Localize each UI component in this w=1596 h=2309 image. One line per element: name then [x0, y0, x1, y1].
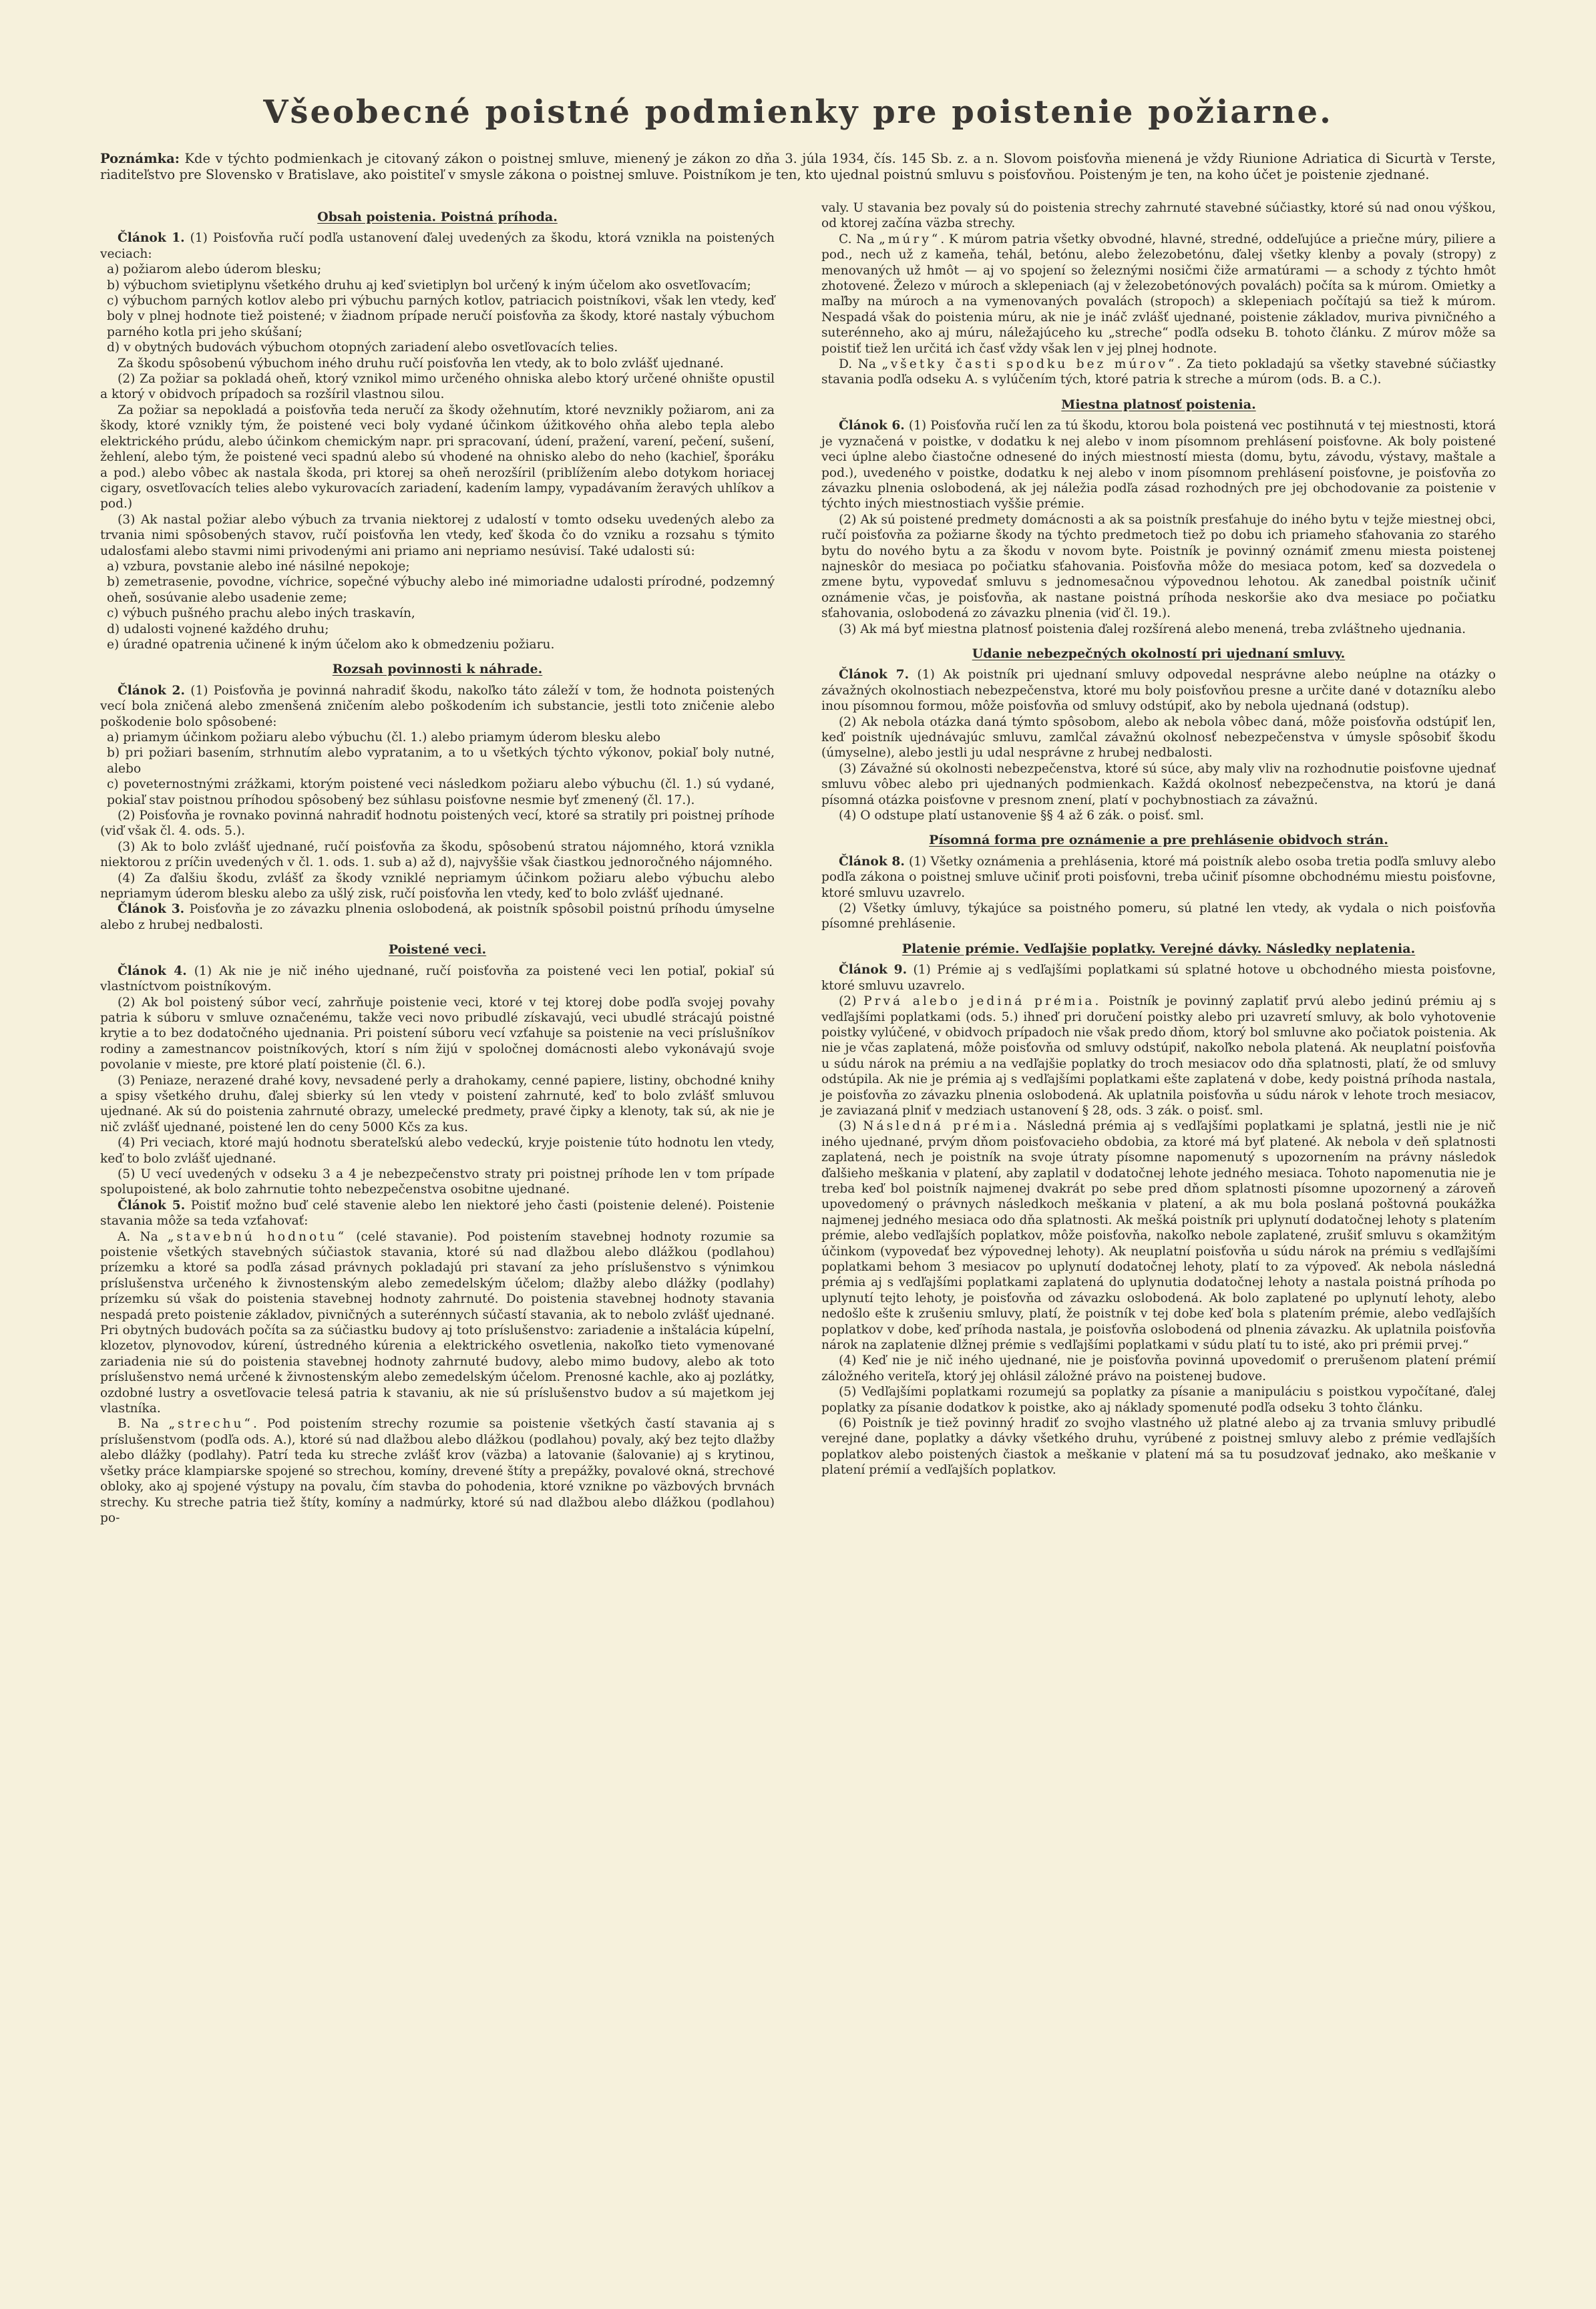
- article-2-para-4: (4) Za ďalšiu škodu, zvlášť za škody vzniklé nepriamym účinkom požiaru alebo výbuchu alebo nepriamym úderom blesku alebo za ušlý zisk, ručí poisťovňa len vtedy, keď to bolo zvlášť ujednané.: [100, 871, 775, 901]
- preliminary-note: [100, 151, 1496, 183]
- article-9-para-5: (5) Vedľajšími poplatkami rozumejú sa poplatky za písanie a manipuláciu s poistkou vypočítané, ďalej poplatky za písanie dodatkov k poistke, ako aj náklady spomenuté podľa odseku 3 tohto článku.: [821, 1385, 1496, 1415]
- article-4-para-5: (5) U vecí uvedených v odseku 3 a 4 je nebezpečenstvo straty pri poistnej príhode len v tom prípade spolupoistené, ak bolo zahrnutie tohto nebezpečenstva osobitne ujednané.: [100, 1167, 775, 1197]
- article-2-item-b: b) pri požiari basením, strhnutím alebo vypratanim, a to u všetkých týchto výkonov, pokiaľ boly nutné, alebo: [107, 746, 775, 776]
- article-5-para: [100, 1198, 775, 1229]
- article-6-para-2: (2) Ak sú poistené predmety domácnosti a ak sa poistník presťahuje do iného bytu v tejže miestnej obci, ručí poisťovňa za požiarne škody na týchto predmetoch tiež po dobu ich priameho sťahovania zo starého bytu do nového bytu a za škodu v novom byte. Poistník je povinný oznámiť zmenu miesta poistenej najneskôr do mesiaca po počiatku sťahovania. Poisťovňa môže do mesiaca potom, keď sa dozvedela o zmene bytu, vypovedať smluvu s jednomesačnou výpovednou lehotou. Ak zanedbal poistník učiniť oznámenie včas, je poisťovňa, ak nastane poistná príhoda neskoršie ako dva mesiace po počiatku sťahovania, oslobodená zo závazku plnenia (viď čl. 19.).: [821, 512, 1496, 621]
- article-1-para-1: [100, 230, 775, 262]
- section-heading-rozsah: Rozsah povinnosti k náhrade.: [332, 662, 543, 677]
- article-4-para-4: (4) Pri veciach, ktoré majú hodnotu sberateľskú alebo vedeckú, kryje poistenie túto hodnotu len vtedy, keď to bolo zvlášť ujednané.: [100, 1136, 775, 1166]
- article-9-3-text: Následná prémia aj s vedľajšími poplatkami je splatná, jestli nie je nič iného ujednané, prvým dňom poisťovacieho obdobia, za ktoré má byť platené. Ak nebola v deň splatnosti zaplatená, nech je poistník na svoje útraty písomne napomenutý s upozornením na právny následok ďalšieho meškania v platení, aby zaplatil v dodatočnej lehote jedného mesiaca. Tohoto napomenutia nie je treba keď bol poistník najmenej dvakrát po sebe pred dňom splatnosti písomne upozornený a zároveň upovedomený o právnych následkoch meškania v platení, a ak mu bola poslaná poštovná poukážka najmenej jedného mesiaca odo dňa splatnosti. Ak mešká poistník pri uplynutí dodatočnej lehoty s platením prémie, alebo vedľajších poplatkov, môže poisťovňa, nakoľko nebole zaplatené, zrušiť smluvu s okamžitým účinkom (vypovedať bez výpovednej lehoty). Ak neuplatní poisťovňa u súdu nárok na prémiu s vedľajšími poplatkami behom 3 mesiacov po uplynutí dodatočnej lehoty, platí to za výpoveď. Ak nebola následná prémia aj s vedľajšími poplatkami zaplatená do uplynutia dodatočnej lehoty a nastala poistná príhoda po uplynutí tejto lehoty, je poisťovňa od závazku oslobodená. Ak bolo zaplatené po uplynutí lehoty, alebo nedošlo ešte k zrušeniu smluvy, platí, že poistník v tej dobe keď bola s platením prémie, alebo vedľajších poplatkov v dobe, keď príhoda nastala, je poisťovňa oslobodená od plnenia závazku. Ak uplatnila poisťovňa nárok na zaplatenie dlžnej prémie s vedľajšími poplatkami v súdu platí tu to isté, ako pri prémii prvej.“: [821, 1119, 1496, 1353]
- article-9-text: (1) Prémie aj s vedľajšími poplatkami sú splatné hotove u obchodného miesta poisťovne, ktoré smluvu uzavrelo.: [821, 963, 1497, 993]
- article-1-3-item-c: c) výbuch pušného prachu alebo iných traskavín,: [107, 606, 415, 621]
- article-8-para-2: (2) Všetky úmluvy, týkajúce sa poistného pomeru, sú platné len vtedy, ak vydala o nich poisťovňa písomné prehlásenie.: [821, 901, 1496, 931]
- article-7-label: Článok 7.: [839, 668, 910, 682]
- article-5-B-text: . Pod poistením strechy rozumie sa poistenie všetkých častí stavania aj s príslušenstvom (podľa ods. A.), ktoré sú nad dlažbou alebo dlážkou (podlahou) povaly, aký bez tejto dlažby alebo dlážky (podlahy). Patrí teda ku streche zvlášť krov (väzba) a latovanie (šalovanie) aj s krytinou, všetky práce klampiarske spojené so strechou, komíny, drevené štíty a prepážky, povalové okná, strechové obloky, ako aj spojené výstupy na povalu, čím stavba do pohodenia, ktoré vznikne po väzbových brvnách strechy. Ku streche patria tiež štíty, komíny a nadmúrky, ktoré sú nad dlažbou alebo dlážkou (podlahou) po-: [100, 1417, 775, 1525]
- article-2-label: Článok 2.: [118, 683, 185, 698]
- article-2-para-3: (3) Ak to bolo zvlášť ujednané, ručí poisťovňa za škodu, spôsobenú stratou nájomného, ktorá vznikla niektorou z príčin uvedených v čl. 1. ods. 1. sub a) až d), najvyššie však čiastkou jednoročného nájomného.: [100, 839, 775, 870]
- article-1-3-item-e: e) úradné opatrenia učinené k iným účelom ako k obmedzeniu požiaru.: [107, 637, 555, 652]
- two-column-body: [100, 200, 1496, 1526]
- article-7-para-3: (3) Závažné sú okolnosti nebezpečenstva, ktoré sú súce, aby maly vliv na rozhodnutie poisťovne ujednať smluvu vôbec alebo pri ujednaných podmienkach. Každá okolnosť nebezpečenstva, na ktorú je daná písomná otázka poisťovne v presnom znení, platí v pochybnostiach za závažnú.: [821, 761, 1496, 807]
- article-5-A-lead: A. Na: [118, 1229, 158, 1244]
- article-1-item-b: b) výbuchom svietiplynu všetkého druhu aj keď svietiplyn bol určený k iným účelom ako osvetľovacím;: [107, 278, 751, 292]
- article-5-C: [821, 232, 1496, 357]
- article-5-label: Článok 5.: [118, 1198, 186, 1213]
- article-1-3-item-d: d) udalosti vojnené každého druhu;: [107, 622, 329, 636]
- article-5-B-term: „strechu“: [168, 1417, 253, 1432]
- article-8-text: (1) Všetky oznámenia a prehlásenia, ktoré má poistník alebo osoba tretia podľa smluvy alebo podľa zákona o poistnej smluve učiniť proti poisťovni, treba učiniť písomne obchodnému miestu poisťovne, ktoré smluvu uzavrelo.: [821, 854, 1496, 900]
- article-5-D-text: . Za tieto pokladajú sa všetky stavebné súčiastky stavania podľa odseku A. s vylúčením tých, ktoré patria k streche a múrom (ods. B. a C.).: [821, 357, 1496, 387]
- article-7-para-2: (2) Ak nebola otázka daná týmto spôsobom, alebo ak nebola vôbec daná, môže poisťovňa odstúpiť len, keď poistník ujednávajúc smluvu, zamlčal závažnú okolnosť nebezpečenstva v úmysle spôsobiť škodu (úmyselne), alebo jestli ju udal nesprávne z hrubej nedbalosti.: [821, 714, 1496, 761]
- article-6-text: (1) Poisťovňa ručí len za tú škodu, ktorou bola poistená vec postihnutá v tej miestnosti, ktorá je vyznačená v poistke, v dodatku k nej alebo v inom písomnom prehlásení poisťovne. Ak boly poistené veci úplne alebo čiastočne odnesené do iných miestností miesta (domu, bytu, závodu, výstavy, maštale a pod.), uvedeného v poistke, dodatku k nej alebo v inom písomnom prehlásení poisťovne, je poisťovňa zo závazku plnenia oslobodená, ak jej náležia podľa zásad rozhodných pre jej obchodovanie za poistenie v týchto iných miestnostiach vyššie prémie.: [821, 419, 1496, 511]
- document-title: Všeobecné poistné podmienky pre poistenie požiarne.: [263, 93, 1333, 131]
- article-5-B-lead: B. Na: [118, 1417, 159, 1432]
- article-4-para-2: (2) Ak bol poistený súbor vecí, zahrňuje poistenie veci, ktoré v tej ktorej dobe podľa svojej povahy patria k súboru v smluve označenému, takže veci novo pribudlé získavajú, veci ubudlé strácajú poistné krytie a to bez dodatočného ujednania. Pri poistení súboru vecí vzťahuje sa poistenie na veci príslušníkov rodiny a zamestnancov poistníkových, ktorí s ním žijú v spoločnej domácnosti alebo vykonávajú svoje povolanie v mieste, pre ktoré platí poistenie (čl. 6.).: [100, 995, 775, 1072]
- section-heading-platenie: Platenie prémie. Vedľajšie poplatky. Verejné dávky. Následky neplatenia.: [902, 941, 1416, 956]
- article-1-item-d: d) v obytných budovách výbuchom otopných zariadení alebo osvetľovacích telies.: [107, 341, 618, 355]
- article-1-exclusions-para: Za požiar sa nepokladá a poisťovňa teda neručí za škody ožehnutím, ktoré nevznikly požiarom, ani za škody, ktoré vznikly tým, že poistené veci boly vydané účinkom úžitkového ohňa alebo tepla alebo elektrického prúdu, alebo účinkom chemickým napr. pri spracovaní, údení, pražení, varení, pečení, sušení, žehlení, alebo tým, že poistené veci spadnú alebo sú vhodené na ohnisko alebo do neho (kachieľ, šporáku a pod.) alebo vôbec ak nastala škoda, pri ktorej sa oheň nerozšíril (priblížením alebo dotykom horiacej cigary, osvetľovacích telies alebo vykurovacích zariadení, kadením lampy, vypadávaním žeravých uhlíkov a pod.): [100, 403, 775, 511]
- article-1-para-2: (2) Za požiar sa pokladá oheň, ktorý vznikol mimo určeného ohniska alebo ktorý určené ohnište opustil a ktorý v obidvoch prípadoch sa rozšíril vlastnou silou.: [100, 372, 775, 402]
- article-9-2-text: Poistník je povinný zaplatiť prvú alebo jedinú prémiu aj s vedľajšími poplatkami (ods. 5.) ihneď pri doručení poistky alebo pri uzavretí smluvy, ak bolo vyhotovenie poistky vylúčené, v obidvoch prípadoch nie však predo dňom, ktorý bol smluvne ako počiatok poistenia. Ak nie je včas zaplatená, môže poisťovňa od smluvy odstúpiť, nakoľko nebola platená. Ak neuplatní poisťovňa u súdu nárok na prémiu a na vedľajšie poplatky do troch mesiacov odo dňa splatnosti, platí, že od smluvy odstúpila. Ak nie je prémia aj s vedľajšími poplatkami ešte zaplatená v dobe, kedy poistná príhoda nastala, je poisťovňa zo závazku plnenia oslobodená. Ak uplatnila poisťovňa u súdu nárok v lehote troch mesiacov, je zaviazaná plniť v medziach ustanovení § 28, ods. 3 zák. o poisť. sml.: [821, 994, 1496, 1118]
- article-1-item-c: c) výbuchom parných kotlov alebo pri výbuchu parných kotlov, patriacich poistníkovi, však len vtedy, keď boly v plnej hodnote tiež poistené; v žiadnom prípade neručí poisťovňa za škody, ktoré nastaly výbuchom parného kotla pri jeho skúšaní;: [107, 294, 775, 339]
- right-column: [821, 200, 1496, 1526]
- article-5-C-text: . K múrom patria všetky obvodné, hlavné, stredné, oddeľujúce a priečne múry, piliere a pod., nech už z kameňa, tehál, betónu, alebo železobetónu, ďalej všetky klenby a povaly (stropy) z menovaných už hmôt — aj vo spojení so železnými nosičmi čiže armatúrami — a schody z týchto hmôt zhotovené. Železo v múroch a sklepeniach (aj v železobetónových povalách) počíta sa k múrom. Omietky a maľby na múroch a na vymenovaných povalách (stropoch) a sklepeniach počítajú sa tiež k múrom. Nespadá však do poistenia múru, ak nie je ináč zvlášť ujednané, poistenie základov, muriva pivničného a suterénneho, ako aj múru, náležajúceho ku „streche“ podľa odseku B. tohoto článku. Z múrov môže sa poistiť tiež len určitá ich časť vždy však len v jej plnej hodnote.: [821, 232, 1496, 356]
- article-9-para-2: [821, 994, 1496, 1118]
- article-1-3-item-b: b) zemetrasenie, povodne, víchrice, sopečné výbuchy alebo iné mimoriadne udalosti prírodné, podzemný oheň, sosúvanie alebo usadenie zeme;: [107, 575, 775, 605]
- article-5-B: [100, 1416, 775, 1526]
- article-5-B-continued: valy. U stavania bez povaly sú do poistenia strechy zahrnuté stavebné súčiastky, ktoré sú nad onou výškou, od ktorej začína väzba strechy.: [821, 201, 1496, 231]
- article-4-text: (1) Ak nie je nič iného ujednané, ručí poisťovňa za poistené veci len potiaľ, pokiaľ sú vlastníctvom poistníkovým.: [100, 964, 775, 994]
- article-5-A-text: (celé stavanie). Pod poistením stavebnej hodnoty rozumie sa poistenie všetkých stavebných súčiastok stavania, ktoré sú nad dlažbou alebo dlážkou (podlahou) prízemku a ktoré sa podľa zásad právnych pokladajú pri stavaní za jeho príslušenstvo s výnimkou príslušenstva určeného k živnostenským alebo zemedelským účelom; dlažby alebo dlážky (podlahy) prízemku sú však do poistenia stavebnej hodnoty zahrnuté. Do poistenia stavebnej hodnoty stavania nespadá preto poistenie základov, pivničných a suterénnych súčastí stavania, ak to nebolo zvlášť ujednané. Pri obytných budovách počíta sa za súčiastku budovy aj toto príslušenstvo: zariadenie a inštalácia kúpelní, klozetov, plynovodov, kúrení, ústredného kúrenia a elektrického osvetlenia, nakoľko tieto vymenované zariadenia nie sú do poistenia stavebnej hodnoty zahrnuté budovy, alebo mimo budovy, alebo ak toto príslušenstvo nemá určené k živnostenským alebo zemedelským účelom. Prenosné kachle, ako aj pozlátky, ozdobné lustry a osvetľovacie telesá patria k stavaniu, ak nie sú príslušenstvo budov a sú majetkom jej vlastníka.: [100, 1229, 775, 1416]
- article-4-para-1: [100, 964, 775, 995]
- article-9-3-term: Následná prémia.: [863, 1119, 1020, 1134]
- article-9-label: Článok 9.: [839, 963, 908, 978]
- article-5-text: Poistiť možno buď celé stavenie alebo len niektoré jeho časti (poistenie delené). Poistenie stavania môže sa teda vzťahovať:: [100, 1198, 775, 1229]
- article-1-item-a: a) požiarom alebo úderom blesku;: [107, 262, 322, 277]
- article-3-text: Poisťovňa je zo závazku plnenia oslobodená, ak poistník spôsobil poistnú príhodu úmyselne alebo z hrubej nedbalosti.: [100, 902, 775, 932]
- note-text: Kde v týchto podmienkach je citovaný zákon o poistnej smluve, mienený je zákon zo dňa 3. júla 1934, čís. 145 Sb. z. a n. Slovom poisťovňa mienená je vždy Riunione Adriatica di Sicurtà v Terste, riaditeľstvo pre Slovensko v Bratislave, ako poistiteľ v smysle zákona o poistnej smluve. Poistníkom je ten, kto ujednal poistnú smluvu s poisťovňou. Poisteným je ten, na koho účet je poistenie zjednané.: [100, 151, 1496, 182]
- article-5-D: [821, 357, 1496, 388]
- article-3-label: Článok 3.: [118, 902, 185, 917]
- article-6-para-3: (3) Ak má byť miestna platnosť poistenia ďalej rozšírená alebo menená, treba zvláštneho ujednania.: [839, 622, 1466, 636]
- article-5-C-lead: C. Na: [839, 232, 875, 246]
- article-9-para-4: (4) Keď nie je nič iného ujednané, nie je poisťovňa povinná upovedomiť o prerušenom platení prémií záložného veriteľa, ktorý jej ohlásil záložné právo na poistenej budove.: [821, 1353, 1496, 1384]
- article-9-3-lead: (3): [839, 1119, 857, 1134]
- article-5-A: [100, 1229, 775, 1417]
- article-1-para-3: (3) Ak nastal požiar alebo výbuch za trvania niektorej z udalostí v tomto odseku uvedených alebo za trvania nimi spôsobených stavov, ručí poisťovňa len vtedy, keď škoda čo do vzniku a rozsahu s týmito udalosťami alebo stavmi nimi privodenými ani priamo ani nepriamo nesúvisí. Také udalosti sú:: [100, 512, 775, 558]
- article-7-para-1: [821, 667, 1496, 714]
- article-5-A-term: „stavebnú hodnotu“: [167, 1229, 347, 1244]
- section-heading-udanie: Udanie nebezpečných okolností pri ujednaní smluvy.: [972, 646, 1346, 661]
- article-2-text: (1) Poisťovňa je povinná nahradiť škodu, nakoľko táto záleží v tom, že hodnota poistených vecí bola zničená alebo zmenšená zničením alebo poškodením ich substancie, jestli toto zničenie alebo poškodenie bolo spôsobené:: [100, 683, 775, 729]
- article-1-explosion-para: Za škodu spôsobenú výbuchom iného druhu ručí poisťovňa len vtedy, ak to bolo zvlášť ujednané.: [118, 356, 724, 371]
- article-6-para-1: [821, 418, 1496, 511]
- article-5-D-term: „všetky časti spodku bez múrov“: [881, 357, 1177, 372]
- article-9-para-3: [821, 1118, 1496, 1353]
- section-heading-pisomna: Písomná forma pre oznámenie a pre prehlásenie obidvoch strán.: [929, 833, 1388, 848]
- article-1-text: (1) Poisťovňa ručí podľa ustanovení ďalej uvedených za škodu, ktorá vznikla na poistených veciach:: [100, 231, 775, 261]
- article-2-para-1: [100, 683, 775, 730]
- article-9-2-lead: (2): [839, 994, 857, 1009]
- article-7-text: (1) Ak poistník pri ujednaní smluvy odpovedal nesprávne alebo neúplne na otázky o závažných okolnostiach nebezpečenstva, ktoré mu boly poisťovňou presne a určite dané v dotazníku alebo inou písomnou formou, môže poisťovňa od smluvy odstúpiť, ako by nebola ujednaná (odstup).: [821, 668, 1496, 714]
- article-5-C-term: „múry“: [879, 232, 941, 246]
- article-9-2-term: Prvá alebo jediná prémia.: [863, 994, 1102, 1009]
- section-heading-veci: Poistené veci.: [388, 942, 487, 958]
- article-3-para: [100, 901, 775, 933]
- article-8-para-1: [821, 854, 1496, 901]
- left-column: [100, 200, 775, 1526]
- article-1-label: Článok 1.: [118, 231, 185, 246]
- article-4-label: Článok 4.: [118, 964, 187, 978]
- article-9-para-1: [821, 962, 1496, 994]
- article-8-label: Článok 8.: [839, 854, 905, 869]
- article-9-para-6: (6) Poistník je tiež povinný hradiť zo svojho vlastného už platné alebo aj za trvania smluvy pribudlé verejné dane, poplatky a dávky všetkého druhu, vyrúbené z poistnej smluvy alebo z prémie vedľajších poplatkov alebo poistených čiastok a meškanie v platení má sa tu posudzovať jednako, ako meškanie v platení prémií a vedľajších poplatkov.: [821, 1416, 1496, 1478]
- article-7-para-4: (4) O odstupe platí ustanovenie §§ 4 až 6 zák. o poisť. sml.: [839, 809, 1204, 823]
- article-2-item-a: a) priamym účinkom požiaru alebo výbuchu (čl. 1.) alebo priamym úderom blesku alebo: [107, 730, 661, 745]
- article-2-item-c: c) poveternostnými zrážkami, ktorým poistené veci následkom požiaru alebo výbuchu (čl. 1.) sú vydané, pokiaľ stav poistnou príhodou spôsobený bez súhlasu poisťovne nesmie byť zmenený (čl. 17.).: [107, 777, 775, 807]
- article-6-label: Článok 6.: [839, 419, 905, 433]
- article-2-para-2: (2) Poisťovňa je rovnako povinná nahradiť hodnotu poistených vecí, ktoré sa stratily pri poistnej príhode (viď však čl. 4. ods. 5.).: [100, 809, 775, 839]
- article-1-3-item-a: a) vzbura, povstanie alebo iné násilné nepokoje;: [107, 559, 410, 574]
- section-heading-obsah: Obsah poistenia. Poistná príhoda.: [317, 210, 558, 224]
- note-label: Poznámka:: [100, 151, 180, 166]
- section-heading-miestna: Miestna platnosť poistenia.: [1061, 397, 1256, 412]
- article-4-para-3: (3) Peniaze, nerazené drahé kovy, nevsadené perly a drahokamy, cenné papiere, listiny, obchodné knihy a spisy všetkého druhu, ďalej sbierky sú len vtedy v poistení zahrnuté, keď to bolo zvlášť smluvou ujednané. Ak sú do poistenia zahrnuté obrazy, umelecké predmety, pravé čipky a klenoty, tak sú, ak nie je nič zvlášť ujednané, poistené len do ceny 5000 Kčs za kus.: [100, 1073, 775, 1134]
- article-5-D-lead: D. Na: [839, 357, 876, 372]
